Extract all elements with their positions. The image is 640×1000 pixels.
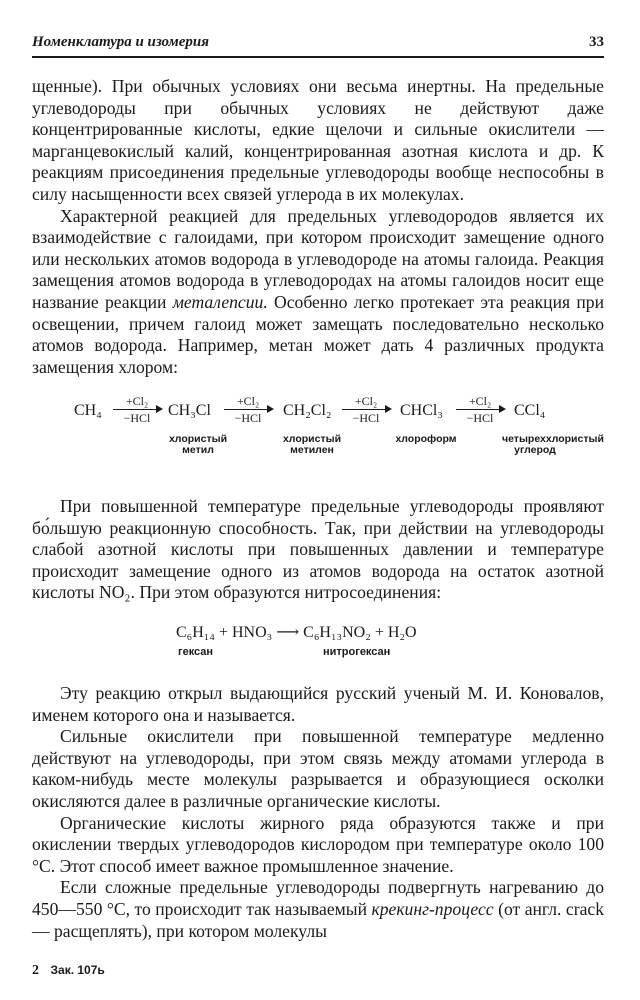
chapter-title: Номенклатура и изомерия — [32, 34, 209, 50]
chlorination-scheme — [0, 394, 640, 478]
formula-ch3cl: CH₃Cl — [168, 402, 211, 419]
nitration-formula: C₆H₁₄ + HNO₃ ⟶ C₆H₁₃NO₂ + H₂O — [176, 624, 417, 641]
label-methyl-chloride: хлористый метил — [168, 433, 228, 456]
printing-order: Зак. 107ь — [50, 963, 105, 977]
page-footer — [32, 963, 105, 979]
running-header — [32, 30, 604, 58]
paragraph-konovalov: Эту реакцию открыл выдающийся русский ученый М. И. Коновалов, именем которого она и называется. — [32, 683, 604, 725]
body-text-bottom — [32, 683, 604, 942]
formula-ccl4: CCl₄ — [514, 402, 546, 419]
signature-mark: 2 — [32, 963, 39, 978]
arrow-byproduct: −HCl — [123, 411, 151, 425]
body-text-top — [32, 76, 604, 378]
paragraph-cracking-part2: (от англ. crack — расщеплять), при котором молекулы — [32, 898, 604, 941]
page-number: 33 — [589, 34, 604, 50]
reaction-arrow — [224, 394, 272, 425]
arrow-byproduct: −HCl — [234, 411, 262, 425]
nitration-equation — [0, 620, 640, 664]
paragraph-cracking — [32, 877, 604, 942]
reaction-arrow — [113, 394, 161, 425]
term-cracking-process: крекинг-процесс — [371, 898, 494, 919]
arrow-reagent: +Cl₂ — [468, 394, 492, 408]
arrow-reagent: +Cl₂ — [125, 394, 149, 408]
paragraph-nitration: При повышенной температуре предельные углеводороды проявляют бо́льшую реакционную способность. Так, при действии на углеводороды слабой азотной кислоты при повышенных давлении и температуре происходит замещение одного из атомов водорода на остаток азотной кислоты NO₂. При этом образуются нитросоединения: — [32, 496, 604, 603]
paragraph-halogenation-part1: Характерной реакцией для предельных углеводородов является их взаимодействие с галоидами, при котором происходит замещение одного или нескольких атомов водорода в углеводороде на атомы галоида. Реакция замещения атомов водорода в углеводородах на атомы галоидов носит еще название реакции — [32, 205, 604, 312]
paragraph-inertness: щенные). При обычных условиях они весьма инертны. На предельные углеводороды при обычных условиях не действуют даже концентрированные кислоты, едкие щелочи и сильные окислители — марганцевокислый калий, концентрированная азотная кислота и др. К реакциям присоединения предельные углеводороды вообще неспособны в силу насыщенности всех связей углерода в их молекулах. — [32, 76, 604, 204]
formula-ch4: CH₄ — [74, 402, 102, 419]
reaction-arrow — [456, 394, 504, 425]
paragraph-halogenation-part2: Особенно легко протекает эта реакция при освещении, причем галоид может замещать последовательно несколько атомов водорода. Например, метан может дать 4 различных продукта замещения хлором: — [32, 291, 604, 377]
arrow-byproduct: −HCl — [466, 411, 494, 425]
label-nitrohexane: нитрогексан — [323, 646, 391, 658]
reaction-arrow — [342, 394, 390, 425]
term-metalepsy: металепсии. — [172, 291, 268, 312]
paragraph-halogenation — [32, 206, 604, 379]
paragraph-fatty-acids: Органические кислоты жирного ряда образуются также и при окислении твердых углеводородов кислородом при температуре около 100 °С. Этот способ имеет важное промышленное значение. — [32, 812, 604, 876]
label-methylene-chloride: хлористый метилен — [282, 433, 342, 456]
label-carbon-tetrachloride: четыреххлористый углерод — [502, 433, 604, 456]
label-chloroform: хлороформ — [395, 433, 457, 445]
arrow-reagent: +Cl₂ — [354, 394, 378, 408]
formula-chcl3: CHCl₃ — [400, 402, 443, 419]
arrow-byproduct: −HCl — [352, 411, 380, 425]
body-text-nitration — [32, 496, 604, 604]
formula-ch2cl2: CH₂Cl₂ — [283, 402, 332, 419]
paragraph-cracking-part1: Если сложные предельные углеводороды подвергнуть нагреванию до 450—550 °С, то происходит так называемый — [32, 877, 604, 919]
paragraph-oxidation: Сильные окислители при повышенной температуре медленно действуют на углеводороды, при этом связь между атомами углерода в каком-нибудь месте молекулы разрывается и образующиеся осколки окисляются далее в различные органические кислоты. — [32, 726, 604, 811]
arrow-reagent: +Cl₂ — [236, 394, 260, 408]
label-hexane: гексан — [178, 646, 214, 658]
